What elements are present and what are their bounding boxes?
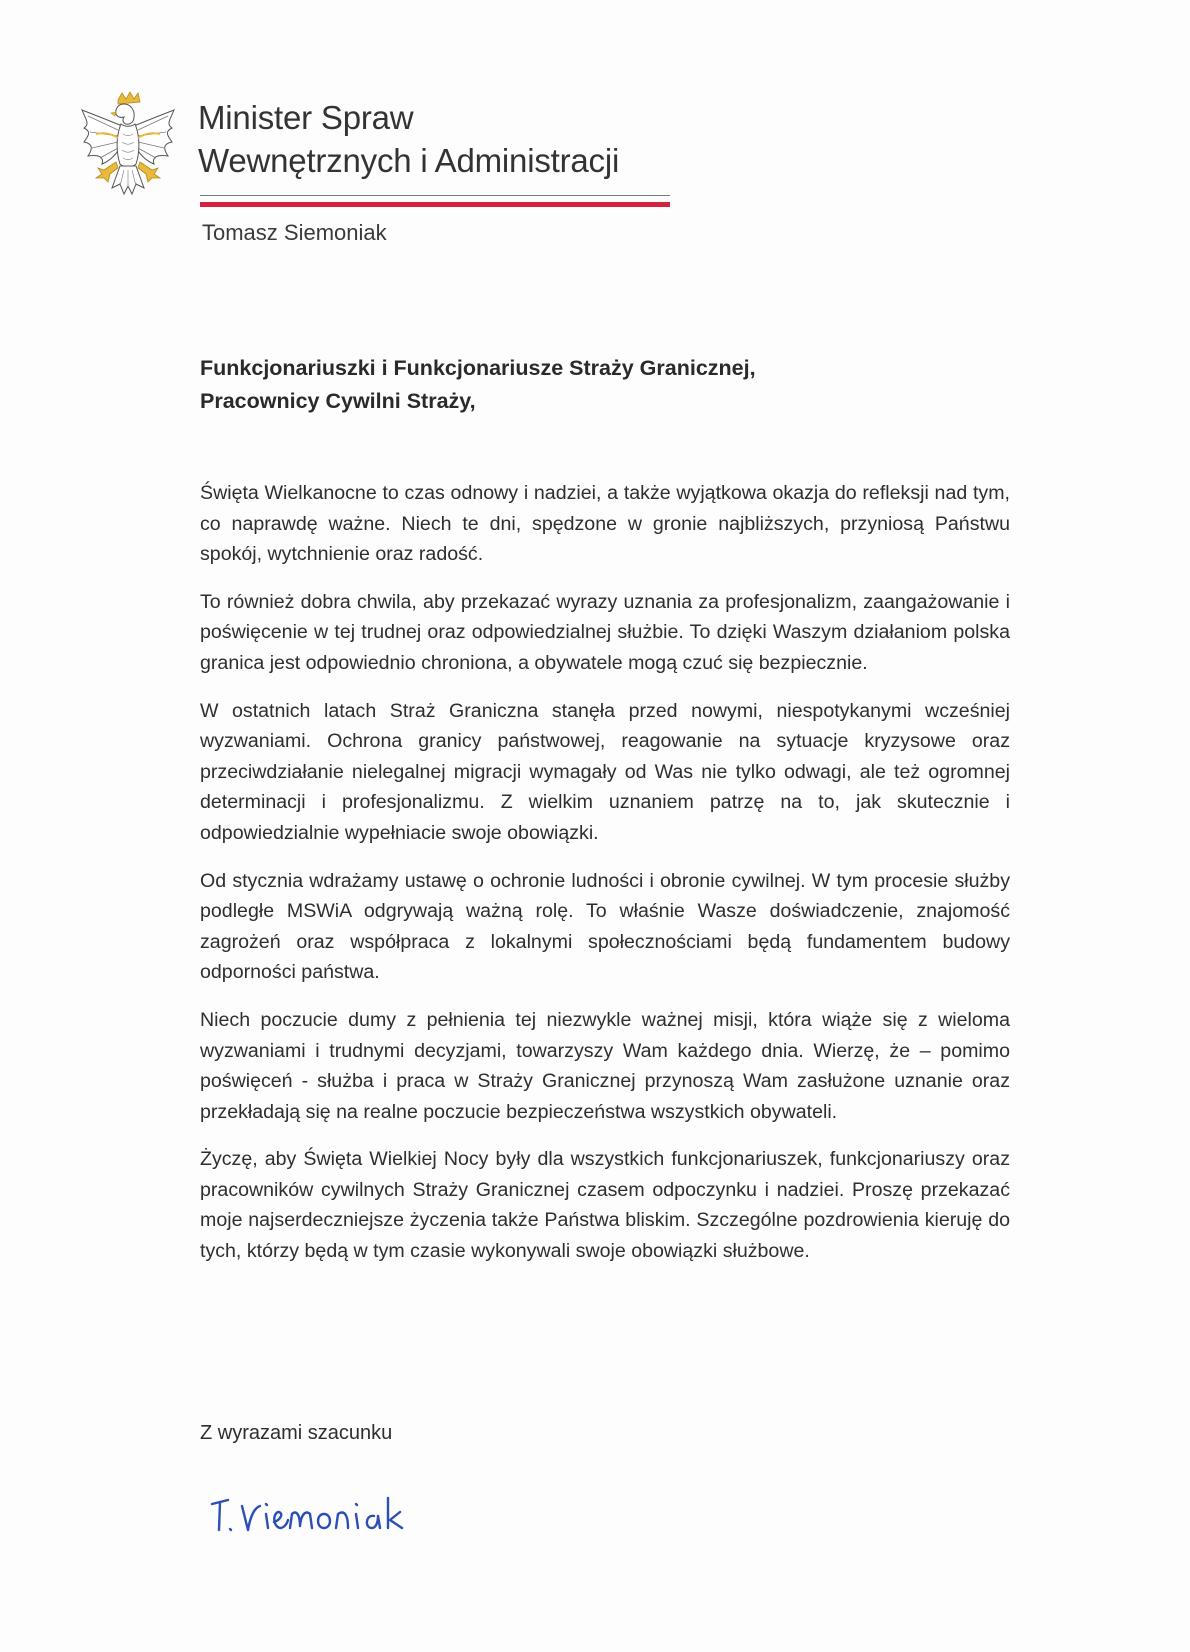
salutation (200, 352, 756, 418)
letter-body (200, 478, 1010, 1284)
paragraph-6: Życzę, aby Święta Wielkiej Nocy były dla wszystkich funkcjonariuszek, funkcjonariuszy oraz pracowników cywilnych Straży Granicznej czasem odpoczynku i nadziei. Proszę przekazać moje najserdeczniejsze życzenia także Państwa bliskim. Szczególne pozdrowienia kieruję do tych, którzy będą w tym czasie wykonywali swoje obowiązki służbowe. (200, 1148, 1010, 1263)
salutation-line1: Funkcjonariuszki i Funkcjonariusze Straży Granicznej, (200, 356, 756, 380)
polish-eagle-emblem-icon (78, 90, 178, 205)
header-divider-red (200, 202, 670, 207)
handwritten-signature (208, 1478, 438, 1548)
paragraph-4: Od stycznia wdrażamy ustawę o ochronie ludności i obronie cywilnej. W tym procesie służby podległe MSWiA odgrywają ważną rolę. To właśnie Wasze doświadczenie, znajomość zagrożeń oraz współpraca z lokalnymi społecznościami będą fundamentem budowy odporności państwa. (200, 869, 1010, 984)
header-divider-gray (200, 195, 670, 196)
ministry-name-line2: Wewnętrznych i Administracji (198, 142, 620, 179)
paragraph-3: W ostatnich latach Straż Graniczna stanęła przed nowymi, niespotykanymi wcześniej wyzwaniami. Ochrona granicy państwowej, reagowanie na sytuacje kryzysowe oraz przeciwdziałanie nielegalnej migracji wymagały od Was nie tylko odwagi, ale też ogromnej determinacji i profesjonalizmu. Z wielkim uznaniem patrzę na to, jak skutecznie i odpowiedzialnie wypełniacie swoje obowiązki. (200, 699, 1010, 844)
paragraph-1: Święta Wielkanocne to czas odnowy i nadziei, a także wyjątkowa okazja do refleksji nad tym, co naprawdę ważne. Niech te dni, spędzone w gronie najbliższych, przyniosą Państwu spokój, wytchnienie oraz radość. (200, 482, 1010, 566)
paragraph-5: Niech poczucie dumy z pełnienia tej niezwykle ważnej misji, która wiąże się z wieloma wyzwaniami i trudnymi decyzjami, towarzyszy Wam każdego dnia. Wierzę, że – pomimo poświęceń - służba i praca w Straży Granicznej przynoszą Wam zasłużone uznanie oraz przekładają się na realne poczucie bezpieczeństwa wszystkich obywateli. (200, 1008, 1010, 1123)
ministry-name (198, 96, 619, 182)
closing-phrase: Z wyrazami szacunku (200, 1422, 393, 1444)
salutation-line2: Pracownicy Cywilni Straży, (200, 389, 476, 413)
paragraph-2: To również dobra chwila, aby przekazać wyrazy uznania za profesjonalizm, zaangażowanie i poświęcenie w tej trudnej oraz odpowiedzialnej służbie. To dzięki Waszym działaniom polska granica jest odpowiednio chroniona, a obywatele mogą czuć się bezpiecznie. (200, 590, 1010, 674)
ministry-name-line1: Minister Spraw (198, 99, 414, 136)
minister-name: Tomasz Siemoniak (202, 220, 387, 245)
